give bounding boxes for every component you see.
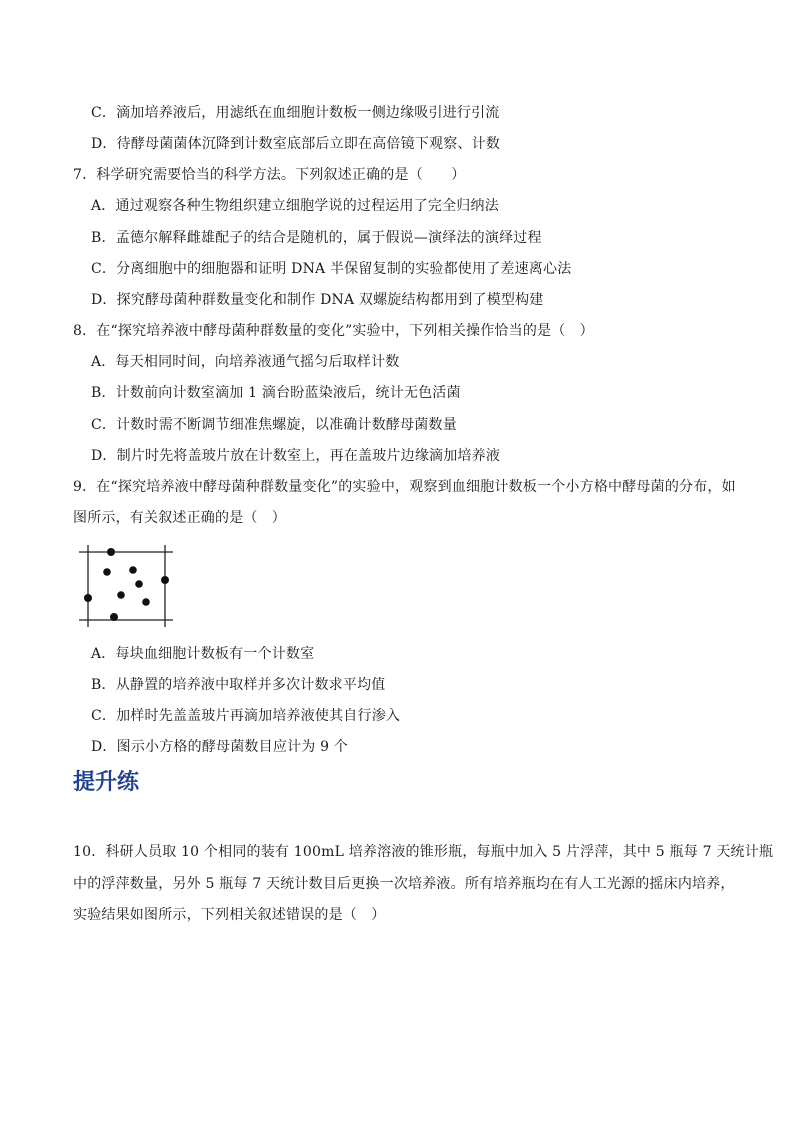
- q6-option-d: D．待酵母菌菌体沉降到计数室底部后立即在高倍镜下观察、计数: [91, 136, 501, 152]
- q6-option-c: C．滴加培养液后，用滤纸在血细胞计数板一侧边缘吸引进行引流: [91, 105, 500, 121]
- q7-option-a: A．通过观察各种生物组织建立细胞学说的过程运用了完全归纳法: [91, 198, 499, 214]
- yeast-cell: [142, 598, 150, 606]
- q10-stem-line1: 10．科研人员取 10 个相同的装有 100mL 培养溶液的锥形瓶，每瓶中加入 5 片浮萍，其中 5 瓶每 7 天统计瓶: [73, 844, 774, 860]
- q8-option-a: A．每天相同时间，向培养液通气摇匀后取样计数: [91, 354, 400, 370]
- section-title: 提升练: [73, 770, 140, 795]
- q9-stem-line2: 图所示，有关叙述正确的是（ ）: [73, 510, 286, 526]
- q7-option-c: C．分离细胞中的细胞器和证明 DNA 半保留复制的实验都使用了差速离心法: [91, 261, 572, 277]
- q8-option-d: D．制片时先将盖玻片放在计数室上，再在盖玻片边缘滴加培养液: [91, 448, 501, 464]
- yeast-cell: [84, 594, 92, 602]
- q7-option-d: D．探究酵母菌种群数量变化和制作 DNA 双螺旋结构都用到了模型构建: [91, 292, 544, 308]
- q7-option-b: B．孟德尔解释雌雄配子的结合是随机的，属于假说—演绎法的演绎过程: [91, 230, 542, 246]
- q8-option-b: B．计数前向计数室滴加 1 滴台盼蓝染液后，统计无色活菌: [91, 385, 461, 401]
- q9-option-d: D．图示小方格的酵母菌数目应计为 9 个: [91, 739, 349, 755]
- yeast-cell: [135, 580, 143, 588]
- hemocytometer-square-figure: [75, 543, 177, 629]
- q8-option-c: C．计数时需不断调节细准焦螺旋，以准确计数酵母菌数量: [91, 417, 457, 433]
- yeast-cell: [161, 576, 169, 584]
- q7-stem: 7．科学研究需要恰当的科学方法。下列叙述正确的是（ ）: [73, 167, 466, 183]
- q9-option-c: C．加样时先盖盖玻片再滴加培养液使其自行渗入: [91, 708, 401, 724]
- q9-stem-line1: 9．在“探究培养液中酵母菌种群数量变化”的实验中，观察到血细胞计数板一个小方格中酵母菌的分布，如: [73, 479, 736, 495]
- q10-stem-line2: 中的浮萍数量，另外 5 瓶每 7 天统计数目后更换一次培养液。所有培养瓶均在有人工光源的摇床内培养，: [73, 876, 735, 892]
- yeast-cell: [117, 591, 125, 599]
- q9-option-b: B．从静置的培养液中取样并多次计数求平均值: [91, 677, 386, 693]
- yeast-cell: [103, 568, 111, 576]
- yeast-cell: [129, 566, 137, 574]
- q8-stem: 8．在“探究培养液中酵母菌种群数量的变化”实验中，下列相关操作恰当的是（ ）: [73, 323, 594, 339]
- q9-option-a: A．每块血细胞计数板有一个计数室: [91, 646, 315, 662]
- q10-stem-line3: 实验结果如图所示，下列相关叙述错误的是（ ）: [73, 907, 386, 923]
- yeast-cell: [107, 548, 115, 556]
- yeast-cell: [110, 613, 118, 621]
